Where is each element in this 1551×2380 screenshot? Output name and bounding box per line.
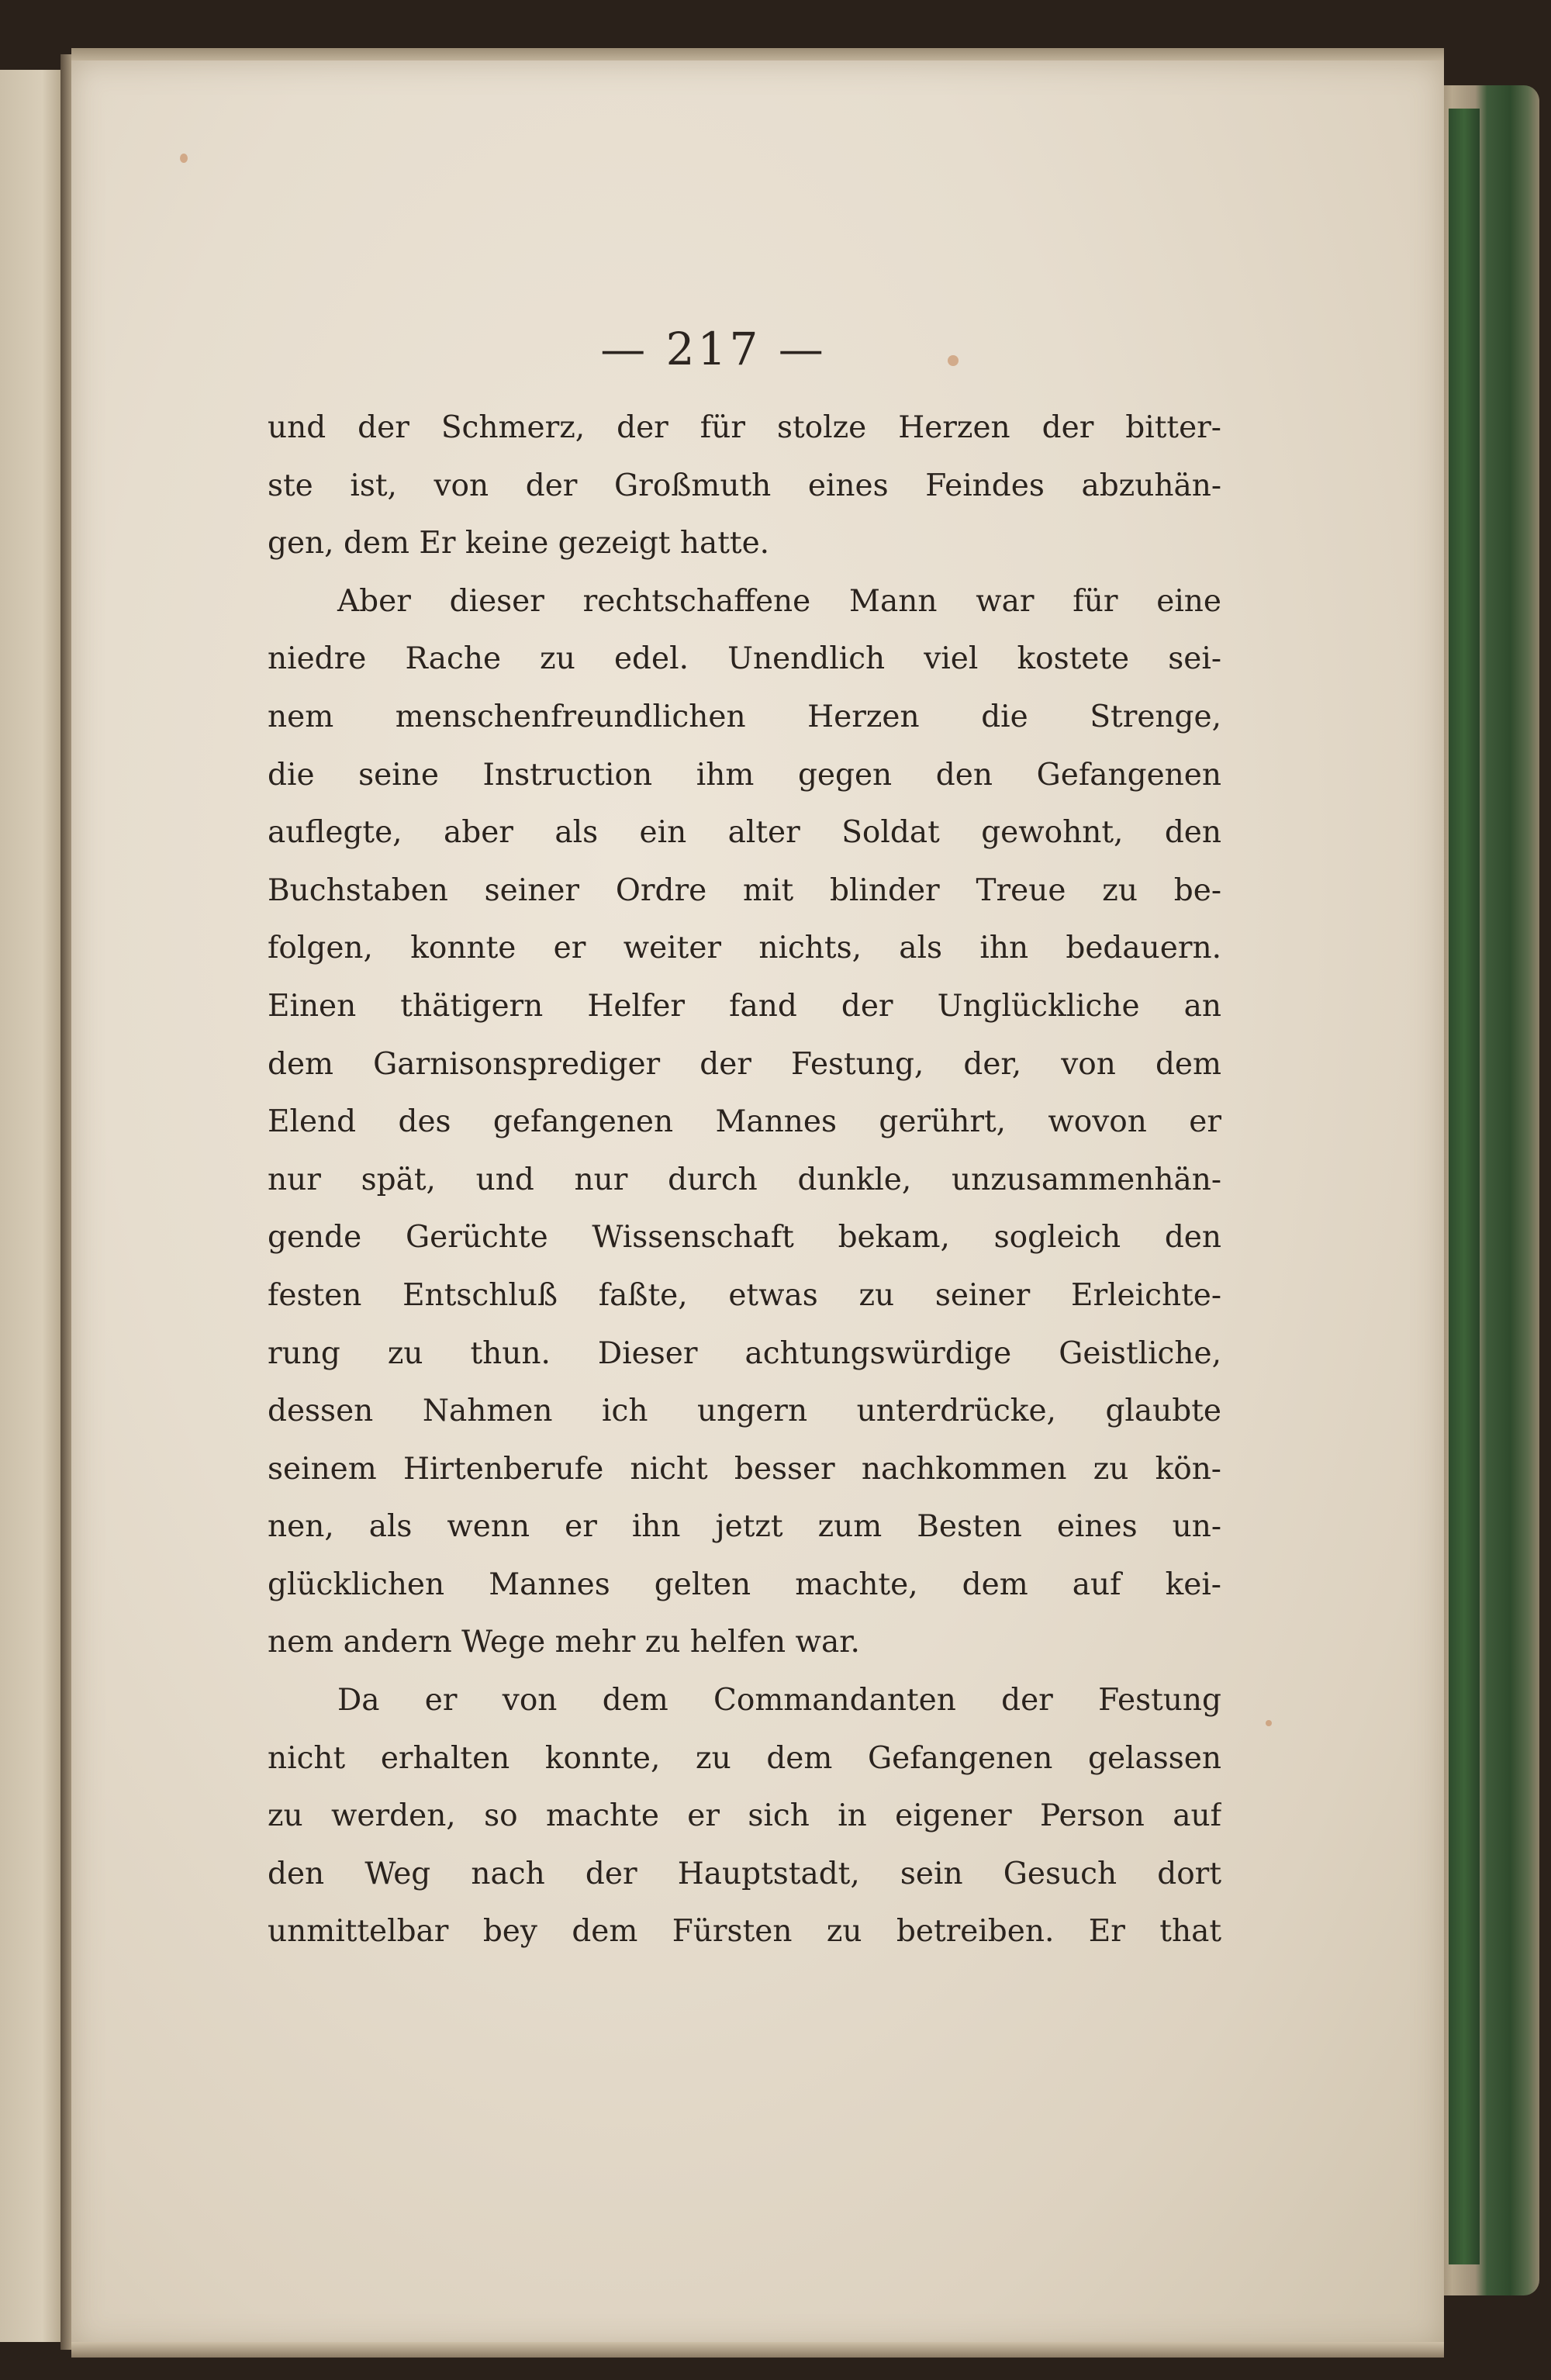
text-line: Da er von dem Commandanten der Festung xyxy=(337,1683,1221,1719)
text-line: unmittelbar bey dem Fürsten zu betreiben. Er that xyxy=(268,1914,1221,1950)
text-line: auflegte, aber als ein alter Soldat gewohnt, den xyxy=(268,815,1221,851)
foxing-spot xyxy=(1266,1720,1272,1726)
book-gutter xyxy=(60,54,71,2350)
foxing-spot xyxy=(948,355,959,366)
text-line: seinem Hirtenberufe nicht besser nachkommen zu kön- xyxy=(268,1451,1221,1487)
text-line: nem andern Wege mehr zu helfen war. xyxy=(268,1625,860,1660)
text-line: Einen thätigern Helfer fand der Unglückliche an xyxy=(268,988,1221,1024)
page-bottom-edge xyxy=(71,2342,1444,2358)
text-line: den Weg nach der Hauptstadt, sein Gesuch dort xyxy=(268,1856,1221,1891)
text-line: Aber dieser rechtschaffene Mann war für eine xyxy=(337,583,1221,619)
foxing-spot xyxy=(180,154,188,163)
text-line: nur spät, und nur durch dunkle, unzusammenhän- xyxy=(268,1162,1221,1197)
text-line: zu werden, so machte er sich in eigener Person auf xyxy=(268,1798,1221,1834)
text-line: folgen, konnte er weiter nichts, als ihn bedauern. xyxy=(268,931,1221,966)
text-line: gende Gerüchte Wissenschaft bekam, sogleich den xyxy=(268,1220,1221,1256)
text-line: nicht erhalten konnte, zu dem Gefangenen gelassen xyxy=(268,1740,1221,1776)
text-line: dem Garnisonsprediger der Festung, der, von dem xyxy=(268,1046,1221,1082)
text-line: Buchstaben seiner Ordre mit blinder Treue zu be- xyxy=(268,872,1221,908)
text-line: niedre Rache zu edel. Unendlich viel kostete sei- xyxy=(268,641,1221,677)
text-line: glücklichen Mannes gelten machte, dem auf kei- xyxy=(268,1567,1221,1602)
green-binding-strip xyxy=(1449,109,1480,2264)
text-line: die seine Instruction ihm gegen den Gefangenen xyxy=(268,757,1221,793)
page-text xyxy=(268,399,1221,1961)
text-line: rung zu thun. Dieser achtungswürdige Geistliche, xyxy=(268,1335,1221,1371)
left-page-edge xyxy=(0,70,63,2342)
text-line: ste ist, von der Großmuth eines Feindes abzuhän- xyxy=(268,468,1221,503)
page-number: — 217 — xyxy=(600,323,827,375)
text-line: nem menschenfreundlichen Herzen die Strenge, xyxy=(268,699,1221,734)
text-line: gen, dem Er keine gezeigt hatte. xyxy=(268,526,770,561)
text-line: festen Entschluß faßte, etwas zu seiner Erleichte- xyxy=(268,1277,1221,1313)
text-line: Elend des gefangenen Mannes gerührt, wovon er xyxy=(268,1104,1221,1140)
text-line: nen, als wenn er ihn jetzt zum Besten eines un- xyxy=(268,1509,1221,1545)
text-line: dessen Nahmen ich ungern unterdrücke, glaubte xyxy=(268,1394,1221,1429)
text-line: und der Schmerz, der für stolze Herzen der bitter- xyxy=(268,410,1221,445)
